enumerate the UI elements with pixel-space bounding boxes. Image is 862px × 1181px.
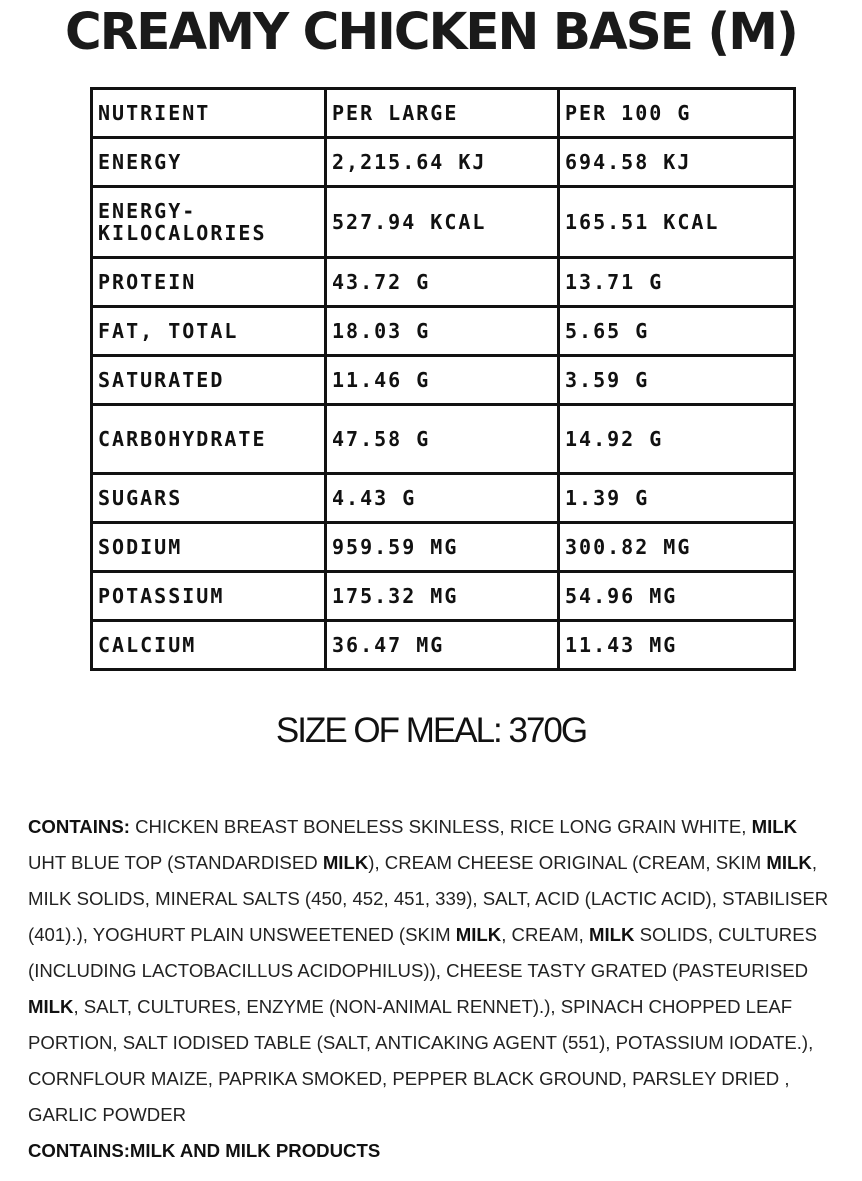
table-cell: 300.82 MG [559,523,795,572]
table-row [92,356,795,405]
allergen-statement: CONTAINS:MILK AND MILK PRODUCTS [28,1140,381,1161]
table-cell: SATURATED [92,356,326,405]
allergen-highlight: MILK [322,852,369,873]
page-title: CREAMY CHICKEN BASE (M) [65,3,797,62]
allergen-highlight: MILK [589,924,635,945]
table-cell: SODIUM [92,523,326,572]
table-cell: 5.65 G [559,307,795,356]
nutrition-table [90,87,796,671]
table-cell: ENERGY- KILOCALORIES [92,187,326,258]
table-cell: 54.96 MG [559,572,795,621]
table-cell: 43.72 G [326,258,559,307]
table-header-row [92,89,795,138]
table-cell: 36.47 MG [326,621,559,670]
table-cell: 13.71 G [559,258,795,307]
table-header-cell: NUTRIENT [92,89,326,138]
table-cell: CALCIUM [92,621,326,670]
ingredients-label: CONTAINS: [28,816,130,837]
table-cell: POTASSIUM [92,572,326,621]
table-cell: FAT, TOTAL [92,307,326,356]
ingredient-text: , SALT, CULTURES, ENZYME (NON-ANIMAL RENNET).), SPINACH CHOPPED LEAF PORTION, SALT IODISED TABLE (SALT, ANTICAKING AGENT (551), POTASSIUM IODATE.), CORNFLOUR MAIZE, PAPRIKA SMOKED, PEPPER BLACK GROUND, PARSLEY DRIED , GARLIC POWDER [28,996,814,1125]
table-cell: CARBOHYDRATE [92,405,326,474]
table-row [92,523,795,572]
table-cell: 3.59 G [559,356,795,405]
meal-size: SIZE OF MEAL: 370G [275,711,587,750]
ingredients-text [28,809,840,1133]
allergen-highlight: MILK [766,852,812,873]
table-cell: 527.94 KCAL [326,187,559,258]
table-row [92,258,795,307]
ingredient-text: , CREAM, [501,924,590,945]
table-cell: 14.92 G [559,405,795,474]
table-cell: 4.43 G [326,474,559,523]
table-row [92,307,795,356]
table-cell: PROTEIN [92,258,326,307]
table-header-cell: PER 100 G [559,89,795,138]
allergen-highlight: MILK [28,996,74,1017]
ingredient-text: SOLIDS, CULTURES (INCLUDING LACTOBACILLUS ACIDOPHILUS)), CHEESE TASTY GRATED (PASTEURISED [28,924,818,981]
allergen-highlight: MILK [751,816,798,837]
table-row [92,138,795,187]
table-cell: ENERGY [92,138,326,187]
table-cell: 694.58 KJ [559,138,795,187]
ingredient-text: CHICKEN BREAST BONELESS SKINLESS, RICE LONG GRAIN WHITE, [129,816,752,837]
table-cell: 1.39 G [559,474,795,523]
table-cell: 18.03 G [326,307,559,356]
ingredient-text: ), CREAM CHEESE ORIGINAL (CREAM, SKIM [368,852,767,873]
ingredient-text: UHT BLUE TOP (STANDARDISED [28,852,323,873]
table-cell: 11.43 MG [559,621,795,670]
table-row [92,474,795,523]
table-cell: SUGARS [92,474,326,523]
table-cell: 2,215.64 KJ [326,138,559,187]
ingredient-text: , MILK SOLIDS, MINERAL SALTS (450, 452, 451, 339), SALT, ACID (LACTIC ACID), STABILISER (401).), YOGHURT PLAIN UNSWEETENED (SKIM [28,852,829,945]
table-cell: 47.58 G [326,405,559,474]
table-header-cell: PER LARGE [326,89,559,138]
allergen-highlight: MILK [455,924,502,945]
table-cell: 959.59 MG [326,523,559,572]
table-row [92,187,795,258]
table-cell: 11.46 G [326,356,559,405]
table-row [92,621,795,670]
table-row [92,405,795,474]
table-cell: 165.51 KCAL [559,187,795,258]
table-cell: 175.32 MG [326,572,559,621]
table-row [92,572,795,621]
